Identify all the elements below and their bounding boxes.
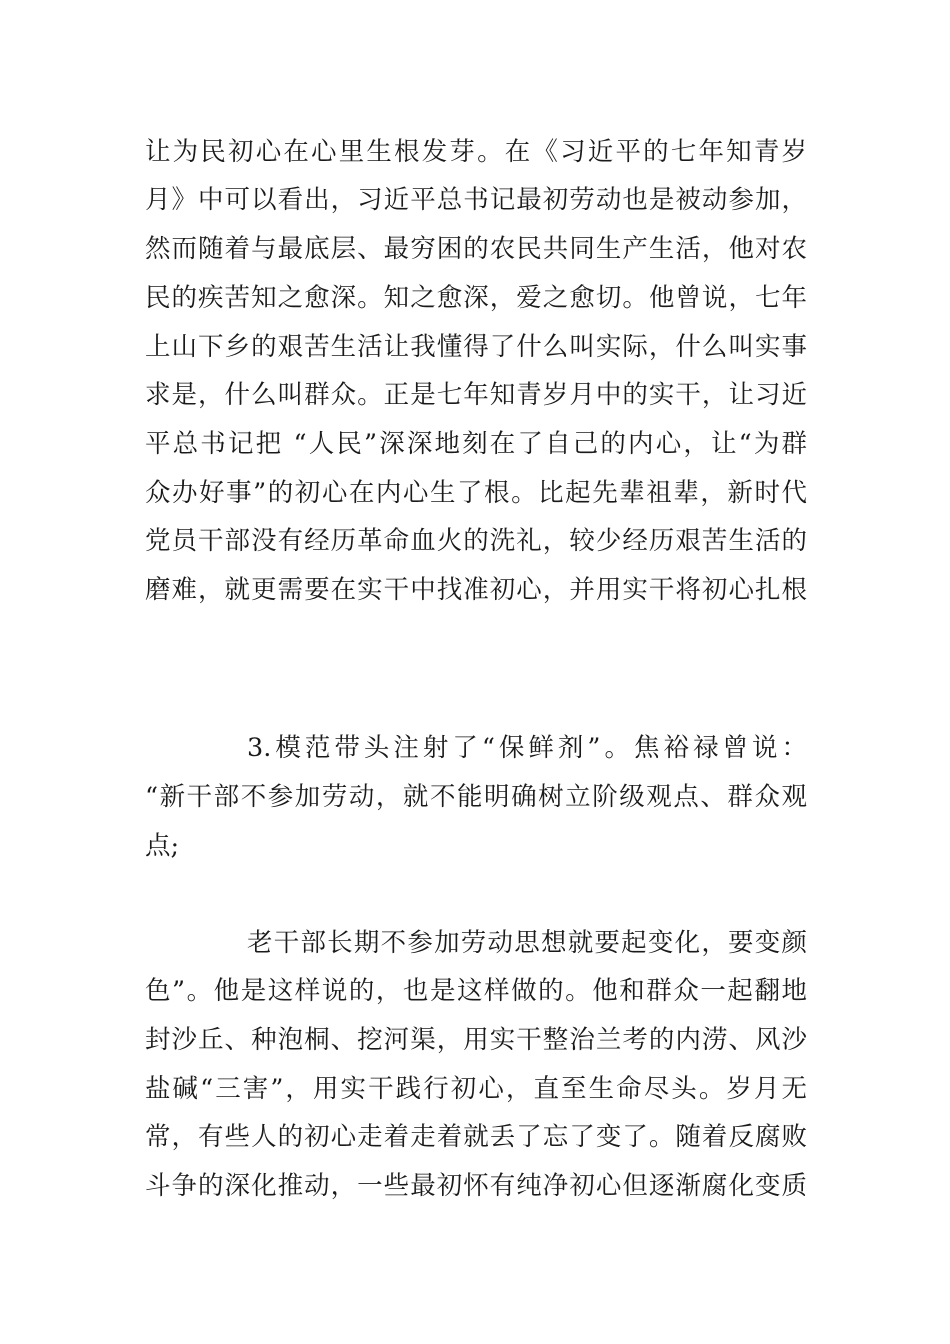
text-line: “新干部不参加劳动，就不能明确树立阶级观点、群众观 xyxy=(145,782,807,812)
text-line: 让为民初心在心里生根发芽。在《习近平的七年知青岁 xyxy=(145,137,807,167)
text-line: 党员干部没有经历革命血火的洗礼，较少经历艰苦生活的 xyxy=(145,526,807,556)
text-line: 上山下乡的艰苦生活让我懂得了什么叫实际，什么叫实事 xyxy=(145,332,807,362)
text-line: 磨难，就更需要在实干中找准初心，并用实干将初心扎根 xyxy=(145,575,807,605)
text-line: 封沙丘、种泡桐、挖河渠，用实干整治兰考的内涝、风沙 xyxy=(145,1025,807,1055)
text-line: 色”。他是这样说的，也是这样做的。他和群众一起翻地 xyxy=(145,976,807,1006)
text-line: 求是，什么叫群众。正是七年知青岁月中的实干，让习近 xyxy=(145,380,807,410)
text-line: 常，有些人的初心走着走着就丢了忘了变了。随着反腐败 xyxy=(145,1122,807,1152)
text-line: 盐碱“三害”，用实干践行初心，直至生命尽头。岁月无 xyxy=(145,1074,807,1104)
text-line: 老干部长期不参加劳动思想就要起变化，要变颜 xyxy=(247,928,807,958)
text-line: 点; xyxy=(145,831,180,861)
text-line: 民的疾苦知之愈深。知之愈深，爱之愈切。他曾说，七年 xyxy=(145,283,807,313)
text-line: 然而随着与最底层、最穷困的农民共同生产生活，他对农 xyxy=(145,234,807,264)
text-line: 3.模范带头注射了“保鲜剂”。焦裕禄曾说： xyxy=(247,733,807,763)
text-line: 月》中可以看出，习近平总书记最初劳动也是被动参加， xyxy=(145,185,807,215)
text-line: 众办好事”的初心在内心生了根。比起先辈祖辈，新时代 xyxy=(145,478,807,508)
text-line: 斗争的深化推动，一些最初怀有纯净初心但逐渐腐化变质 xyxy=(145,1171,807,1201)
text-line: 平总书记把 “人民”深深地刻在了自己的内心，让“为群 xyxy=(145,429,807,459)
